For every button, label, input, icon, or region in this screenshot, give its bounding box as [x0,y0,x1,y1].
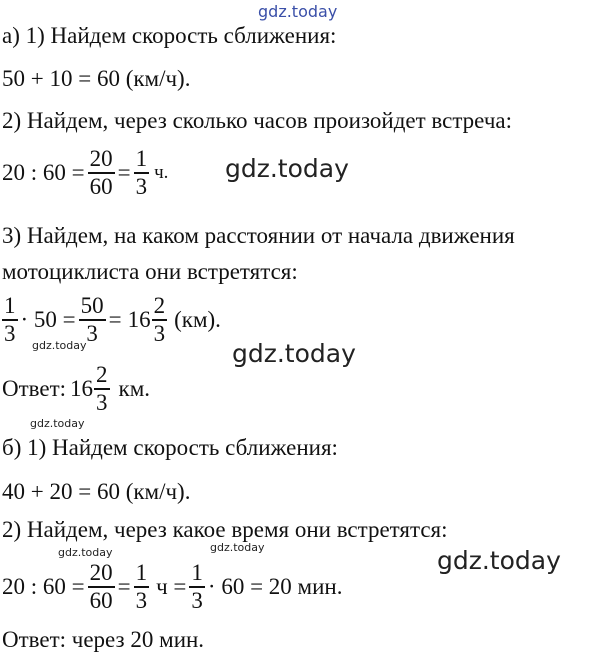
multiply-50: · 50 = [20,306,76,332]
fraction-20-60 [88,146,115,200]
fraction-denominator: 3 [4,320,16,346]
calc-tail: · 60 = 20 мин. [207,573,343,599]
part-b-step2-calc [2,560,342,614]
part-b-step1-text: б) 1) Найдем скорость сближения: [2,435,338,460]
part-a-step3-text-line2: мотоциклиста они встретятся: [2,259,298,284]
fraction-denominator: 3 [191,587,203,613]
fraction-1-3 [134,560,150,614]
fraction-20-60 [88,560,115,614]
watermark-big-3: gdz.today [437,546,561,575]
part-a-answer [2,362,150,416]
fraction-2-3 [94,362,110,416]
mixed-number [70,362,113,416]
whole-part: 16 [127,306,151,332]
watermark-small-1: gdz.today [32,339,87,352]
fraction-2-3 [152,293,168,347]
watermark-small-3: gdz.today [58,546,113,559]
watermark-small-2: gdz.today [30,417,85,430]
fraction-denominator: 3 [96,389,108,415]
watermark-big-2: gdz.today [232,339,356,368]
part-a-step3-text-line1: 3) Найдем, на каком расстоянии от начала движения [2,223,515,248]
fraction-1-3 [189,560,205,614]
part-a-step2-text: 2) Найдем, через сколько часов произойдет встреча: [2,108,512,133]
part-b-answer: Ответ: через 20 мин. [2,627,205,652]
part-a-step1-text: а) 1) Найдем скорость сближения: [2,23,337,48]
fraction-numerator: 50 [80,293,104,318]
hours-equals: ч = [156,573,187,599]
unit-km: (км). [174,306,221,332]
answer-label: Ответ: [2,375,67,401]
calc-lhs: 20 : 60 = [2,573,85,599]
fraction-numerator: 1 [191,560,203,585]
fraction-denominator: 3 [135,173,148,199]
fraction-1-3 [134,146,150,200]
equals-sign: = [117,159,131,185]
whole-part: 16 [70,375,94,401]
part-a-step2-calc [2,146,168,200]
fraction-numerator: 1 [4,293,16,318]
part-b-step2-text: 2) Найдем, через какое время они встретятся: [2,517,448,542]
watermark-big-1: gdz.today [225,154,349,183]
fraction-numerator: 1 [135,560,148,585]
watermark-small-4: gdz.today [210,541,265,554]
mixed-number [128,293,171,347]
fraction-denominator: 3 [135,587,148,613]
watermark-top: gdz.today [258,2,338,21]
fraction-numerator: 1 [135,146,148,171]
fraction-numerator: 2 [96,362,108,387]
fraction-numerator: 2 [153,293,166,318]
fraction-numerator: 20 [89,146,113,171]
calc-lhs: 20 : 60 = [2,159,85,185]
part-b-step1-calc: 40 + 20 = 60 (км/ч). [2,479,191,504]
fraction-denominator: 3 [86,320,98,346]
fraction-denominator: 3 [153,320,166,346]
equals-sign: = [108,306,122,332]
fraction-numerator: 20 [89,560,113,585]
unit-hours: ч. [154,161,169,183]
part-a-step1-calc: 50 + 10 = 60 (км/ч). [2,66,191,91]
equals-sign: = [117,573,131,599]
fraction-denominator: 60 [89,587,113,613]
unit-km: км. [118,375,151,401]
fraction-1-3 [2,293,18,347]
fraction-denominator: 60 [89,173,113,199]
